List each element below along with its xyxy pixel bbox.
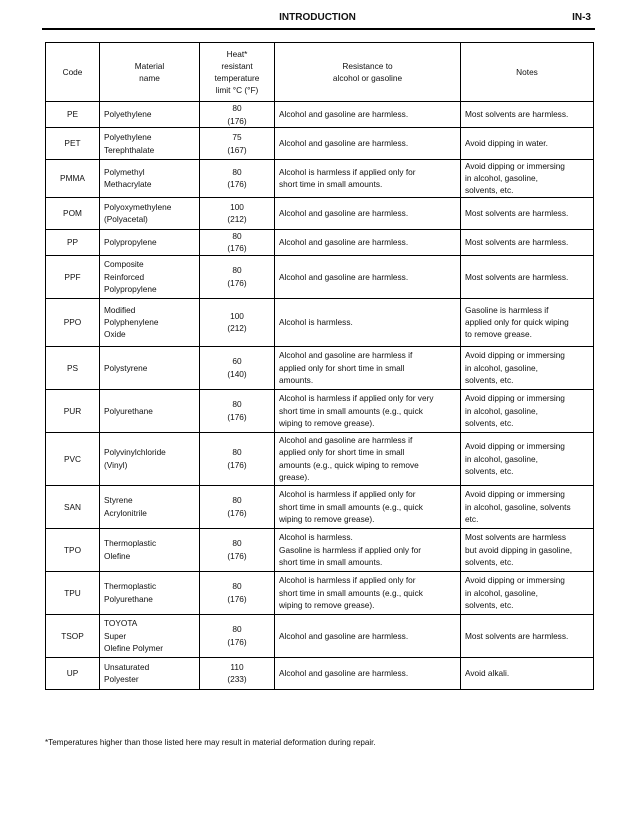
cell-material: Polypropylene	[100, 229, 200, 255]
cell-material: Polyvinylchloride (Vinyl)	[100, 432, 200, 485]
cell-code: PET	[46, 128, 100, 160]
cell-notes: Most solvents are harmless.	[461, 229, 594, 255]
cell-resistance: Alcohol and gasoline are harmless.	[275, 229, 461, 255]
cell-material: Composite Reinforced Polypropylene	[100, 255, 200, 298]
cell-code: POM	[46, 197, 100, 229]
cell-code: PPF	[46, 255, 100, 298]
table-row	[46, 197, 594, 229]
page-header	[42, 10, 593, 28]
cell-heat: 80 (176)	[200, 432, 275, 485]
page-number: IN-3	[572, 12, 591, 23]
cell-material: Polyethylene Terephthalate	[100, 128, 200, 160]
cell-heat: 80 (176)	[200, 255, 275, 298]
cell-notes: Avoid alkali.	[461, 657, 594, 689]
cell-notes: Most solvents are harmless but avoid dipping in gasoline, solvents, etc.	[461, 528, 594, 571]
cell-material: TOYOTA Super Olefine Polymer	[100, 614, 200, 657]
table-row	[46, 528, 594, 571]
cell-notes: Most solvents are harmless.	[461, 255, 594, 298]
cell-heat: 110 (233)	[200, 657, 275, 689]
table-row	[46, 160, 594, 198]
cell-code: PUR	[46, 389, 100, 432]
cell-resistance: Alcohol and gasoline are harmless if applied only for short time in small amounts (e.g., quick wiping to remove grease).	[275, 432, 461, 485]
cell-notes: Avoid dipping or immersing in alcohol, gasoline, solvents etc.	[461, 485, 594, 528]
table-row	[46, 571, 594, 614]
table-row	[46, 657, 594, 689]
cell-code: PPO	[46, 298, 100, 346]
cell-notes: Avoid dipping or immersing in alcohol, gasoline, solvents, etc.	[461, 389, 594, 432]
materials-table	[45, 42, 594, 690]
table-row	[46, 485, 594, 528]
table-body	[46, 102, 594, 690]
cell-code: PVC	[46, 432, 100, 485]
cell-resistance: Alcohol and gasoline are harmless.	[275, 657, 461, 689]
cell-heat: 60 (140)	[200, 346, 275, 389]
cell-notes: Most solvents are harmless.	[461, 102, 594, 128]
cell-heat: 80 (176)	[200, 571, 275, 614]
cell-material: Unsaturated Polyester	[100, 657, 200, 689]
cell-code: TSOP	[46, 614, 100, 657]
cell-heat: 80 (176)	[200, 614, 275, 657]
cell-heat: 80 (176)	[200, 160, 275, 198]
table-row	[46, 255, 594, 298]
cell-notes: Gasoline is harmless if applied only for quick wiping to remove grease.	[461, 298, 594, 346]
table-row	[46, 102, 594, 128]
column-header-code: Code	[46, 43, 100, 102]
table-row	[46, 614, 594, 657]
cell-code: TPU	[46, 571, 100, 614]
cell-material: Thermoplastic Olefine	[100, 528, 200, 571]
cell-heat: 80 (176)	[200, 528, 275, 571]
cell-material: Styrene Acrylonitrile	[100, 485, 200, 528]
cell-code: UP	[46, 657, 100, 689]
table-row	[46, 432, 594, 485]
cell-heat: 80 (176)	[200, 485, 275, 528]
cell-resistance: Alcohol is harmless. Gasoline is harmless if applied only for short time in small amounts.	[275, 528, 461, 571]
cell-code: PMMA	[46, 160, 100, 198]
cell-notes: Most solvents are harmless.	[461, 197, 594, 229]
cell-heat: 75 (167)	[200, 128, 275, 160]
cell-code: PP	[46, 229, 100, 255]
cell-material: Polyoxymethylene (Polyacetal)	[100, 197, 200, 229]
cell-resistance: Alcohol is harmless if applied only for short time in small amounts (e.g., quick wiping to remove grease).	[275, 571, 461, 614]
cell-heat: 80 (176)	[200, 389, 275, 432]
cell-notes: Avoid dipping or immersing in alcohol, gasoline, solvents, etc.	[461, 346, 594, 389]
cell-heat: 80 (176)	[200, 102, 275, 128]
column-header-heat: Heat* resistant temperature limit °C (°F)	[200, 43, 275, 102]
cell-notes: Avoid dipping or immersing in alcohol, gasoline, solvents, etc.	[461, 571, 594, 614]
cell-resistance: Alcohol and gasoline are harmless.	[275, 197, 461, 229]
cell-code: SAN	[46, 485, 100, 528]
column-header-resistance: Resistance to alcohol or gasoline	[275, 43, 461, 102]
cell-notes: Avoid dipping or immersing in alcohol, gasoline, solvents, etc.	[461, 432, 594, 485]
cell-code: PE	[46, 102, 100, 128]
cell-resistance: Alcohol is harmless if applied only for short time in small amounts.	[275, 160, 461, 198]
cell-notes: Avoid dipping in water.	[461, 128, 594, 160]
cell-material: Polyethylene	[100, 102, 200, 128]
footnote: *Temperatures higher than those listed here may result in material deformation during repair.	[45, 738, 376, 747]
table-row	[46, 389, 594, 432]
cell-resistance: Alcohol is harmless if applied only for very short time in small amounts (e.g., quick wiping to remove grease).	[275, 389, 461, 432]
table-row	[46, 128, 594, 160]
cell-resistance: Alcohol and gasoline are harmless.	[275, 255, 461, 298]
cell-material: Polymethyl Methacrylate	[100, 160, 200, 198]
cell-material: Thermoplastic Polyurethane	[100, 571, 200, 614]
cell-resistance: Alcohol and gasoline are harmless.	[275, 102, 461, 128]
cell-material: Polystyrene	[100, 346, 200, 389]
column-header-notes: Notes	[461, 43, 594, 102]
cell-material: Modified Polyphenylene Oxide	[100, 298, 200, 346]
column-header-material: Material name	[100, 43, 200, 102]
table-row	[46, 229, 594, 255]
section-title: INTRODUCTION	[279, 12, 356, 23]
cell-material: Polyurethane	[100, 389, 200, 432]
cell-code: PS	[46, 346, 100, 389]
cell-resistance: Alcohol is harmless if applied only for short time in small amounts (e.g., quick wiping to remove grease).	[275, 485, 461, 528]
cell-resistance: Alcohol and gasoline are harmless if applied only for short time in small amounts.	[275, 346, 461, 389]
cell-heat: 100 (212)	[200, 298, 275, 346]
cell-heat: 100 (212)	[200, 197, 275, 229]
cell-resistance: Alcohol and gasoline are harmless.	[275, 614, 461, 657]
cell-heat: 80 (176)	[200, 229, 275, 255]
header-divider	[42, 28, 595, 30]
cell-notes: Most solvents are harmless.	[461, 614, 594, 657]
cell-code: TPO	[46, 528, 100, 571]
cell-resistance: Alcohol and gasoline are harmless.	[275, 128, 461, 160]
cell-resistance: Alcohol is harmless.	[275, 298, 461, 346]
table-row	[46, 298, 594, 346]
table-header-row	[46, 43, 594, 102]
table-row	[46, 346, 594, 389]
cell-notes: Avoid dipping or immersing in alcohol, gasoline, solvents, etc.	[461, 160, 594, 198]
